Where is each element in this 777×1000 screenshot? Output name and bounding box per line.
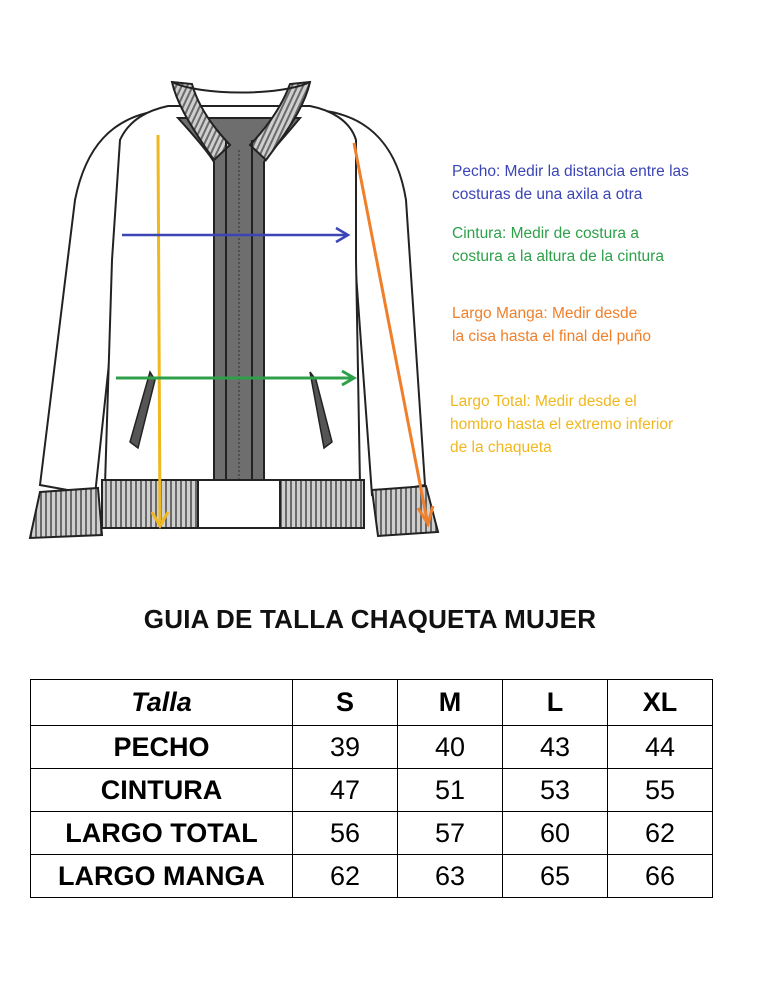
table-cell: 53 — [503, 769, 608, 812]
waistband-right — [280, 480, 364, 528]
table-cell: 62 — [293, 855, 398, 898]
table-cell: 57 — [398, 812, 503, 855]
table-row — [31, 769, 713, 812]
waistband-left — [102, 480, 198, 528]
jacket-diagram — [0, 60, 440, 560]
row-label: PECHO — [31, 726, 293, 769]
table-cell: 65 — [503, 855, 608, 898]
table-cell: 47 — [293, 769, 398, 812]
table-cell: 43 — [503, 726, 608, 769]
table-cell: 56 — [293, 812, 398, 855]
row-label: LARGO MANGA — [31, 855, 293, 898]
header-size-l: L — [503, 680, 608, 726]
header-size-m: M — [398, 680, 503, 726]
note-largo-manga: Largo Manga: Medir desde la cisa hasta el final del puño — [452, 305, 652, 345]
row-label: LARGO TOTAL — [31, 812, 293, 855]
note-cintura: Cintura: Medir de costura a costura a la altura de la cintura — [452, 225, 664, 265]
page-title: GUIA DE TALLA CHAQUETA MUJER — [143, 604, 597, 634]
table-row — [31, 812, 713, 855]
right-cuff — [372, 486, 438, 536]
table-cell: 62 — [608, 812, 713, 855]
table-cell: 55 — [608, 769, 713, 812]
table-cell: 44 — [608, 726, 713, 769]
table-cell: 60 — [503, 812, 608, 855]
header-size-s: S — [293, 680, 398, 726]
note-pecho: Pecho: Medir la distancia entre las costuras de una axila a otra — [452, 163, 689, 203]
table-cell: 39 — [293, 726, 398, 769]
size-table — [30, 679, 713, 898]
header-size-xl: XL — [608, 680, 713, 726]
table-row — [31, 726, 713, 769]
table-cell: 66 — [608, 855, 713, 898]
left-cuff — [30, 488, 102, 538]
note-largo-total: Largo Total: Medir desde el hombro hasta el extremo inferior de la chaqueta — [450, 393, 674, 456]
row-label: CINTURA — [31, 769, 293, 812]
table-cell: 51 — [398, 769, 503, 812]
table-cell: 40 — [398, 726, 503, 769]
table-row — [31, 855, 713, 898]
header-talla: Talla — [31, 680, 293, 726]
table-header-row — [31, 680, 713, 726]
table-cell: 63 — [398, 855, 503, 898]
